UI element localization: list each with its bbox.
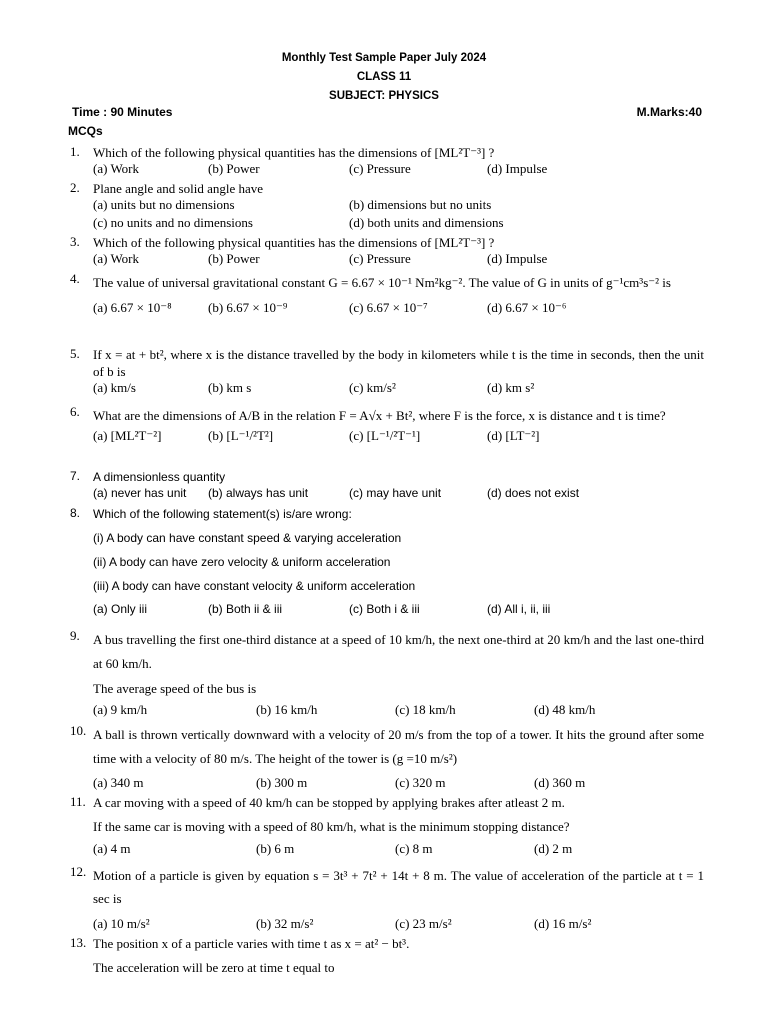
question-text: The position x of a particle varies with time t as x = at² − bt³. xyxy=(93,936,410,951)
options-row xyxy=(93,841,704,859)
options-row xyxy=(93,300,704,318)
option-c: (c) Pressure xyxy=(349,161,411,176)
question-number: 2. xyxy=(70,180,80,195)
question-text: Which of the following physical quantities has the dimensions of [ML²T⁻³] ? xyxy=(93,235,495,250)
statement-2: (ii) A body can have zero velocity & uniform acceleration xyxy=(93,555,391,569)
question-text: A ball is thrown vertically downward with a velocity of 20 m/s from the top of a tower. It hits the ground after some time with a velocity of 80 m/s. The height of the tower is (g =10 m/s²) xyxy=(93,727,704,766)
options-row xyxy=(93,251,704,269)
option-b: (b) 32 m/s² xyxy=(256,916,314,931)
option-b: (b) Power xyxy=(208,161,260,176)
options-row xyxy=(93,486,704,504)
option-a: (a) Work xyxy=(93,251,140,266)
question-number: 1. xyxy=(70,144,80,159)
question-1 xyxy=(70,144,704,179)
question-number: 6. xyxy=(70,404,80,419)
option-d: (d) 6.67 × 10⁻⁶ xyxy=(487,300,567,315)
option-d: (d) 360 m xyxy=(534,775,586,790)
option-a: (a) Only iii xyxy=(93,602,148,616)
option-d: (d) 16 m/s² xyxy=(534,916,592,931)
option-d: (d) [LT⁻²] xyxy=(487,428,540,443)
option-d: (d) All i, ii, iii xyxy=(487,602,551,616)
option-c: (c) 320 m xyxy=(395,775,446,790)
option-b: (b) 16 km/h xyxy=(256,702,318,717)
option-b: (b) Power xyxy=(208,251,260,266)
options-row xyxy=(93,602,704,620)
options-row xyxy=(93,215,704,233)
option-b: (b) always has unit xyxy=(208,486,309,500)
question-10 xyxy=(70,723,704,793)
option-a: (a) 6.67 × 10⁻⁸ xyxy=(93,300,172,315)
question-number: 8. xyxy=(70,506,81,520)
question-text: Plane angle and solid angle have xyxy=(93,181,264,196)
options-row xyxy=(93,775,704,793)
question-2 xyxy=(70,180,704,233)
option-d: (d) 48 km/h xyxy=(534,702,596,717)
option-a: (a) 10 m/s² xyxy=(93,916,150,931)
option-c: (c) 18 km/h xyxy=(395,702,456,717)
option-c: (c) Pressure xyxy=(349,251,411,266)
question-subtext: If the same car is moving with a speed of 80 km/h, what is the minimum stopping distance? xyxy=(93,819,570,834)
question-text: Motion of a particle is given by equation s = 3t³ + 7t² + 14t + 8 m. The value of acceleration of the particle at t = 1 sec is xyxy=(93,868,704,906)
question-text: Which of the following statement(s) is/are wrong: xyxy=(93,507,352,521)
question-text: A bus travelling the first one-third distance at a speed of 10 km/h, the next one-third at 20 km/h and the last one-third at 60 km/h. xyxy=(93,632,704,671)
question-5 xyxy=(70,346,704,398)
question-number: 4. xyxy=(70,271,80,286)
question-8 xyxy=(70,506,704,620)
option-c: (c) [L⁻¹/²T⁻¹] xyxy=(349,428,421,443)
option-b: (b) dimensions but no units xyxy=(349,197,492,212)
question-number: 13. xyxy=(70,935,87,950)
question-text: What are the dimensions of A/B in the relation F = A√x + Bt², where F is the force, x is distance and t is time? xyxy=(93,408,666,423)
question-7 xyxy=(70,469,704,504)
option-d: (d) 2 m xyxy=(534,841,573,856)
option-a: (a) 340 m xyxy=(93,775,144,790)
question-number: 3. xyxy=(70,234,80,249)
question-number: 9. xyxy=(70,628,80,643)
options-row xyxy=(93,197,704,215)
option-c: (c) may have unit xyxy=(349,486,442,500)
exam-meta xyxy=(72,105,702,119)
question-subtext: The average speed of the bus is xyxy=(93,681,257,696)
time-label: Time : 90 Minutes xyxy=(72,105,173,119)
question-6 xyxy=(70,404,704,446)
question-number: 11. xyxy=(70,794,86,809)
question-13 xyxy=(70,935,704,976)
options-row xyxy=(93,428,704,446)
option-a: (a) never has unit xyxy=(93,486,187,500)
option-c: (c) no units and no dimensions xyxy=(93,215,253,230)
subject-label: SUBJECT: PHYSICS xyxy=(329,90,439,102)
option-b: (b) [L⁻¹/²T²] xyxy=(208,428,274,443)
question-4 xyxy=(70,271,704,318)
options-row xyxy=(93,916,704,934)
paper-title: Monthly Test Sample Paper July 2024 xyxy=(281,52,487,64)
question-12 xyxy=(70,864,704,934)
question-number: 10. xyxy=(70,723,87,738)
statement-1: (i) A body can have constant speed & varying acceleration xyxy=(93,531,402,545)
option-a: (a) [ML²T⁻²] xyxy=(93,428,162,443)
options-row xyxy=(93,161,704,179)
question-9 xyxy=(70,628,704,720)
option-a: (a) Work xyxy=(93,161,140,176)
question-text: A car moving with a speed of 40 km/h can be stopped by applying brakes after atleast 2 m. xyxy=(93,795,565,810)
option-b: (b) 6 m xyxy=(256,841,295,856)
question-text: If x = at + bt², where x is the distance travelled by the body in kilometers while t is the time in seconds, then the unit of b is xyxy=(93,347,704,379)
question-number: 12. xyxy=(70,864,87,879)
option-b: (b) 6.67 × 10⁻⁹ xyxy=(208,300,288,315)
options-row xyxy=(93,702,704,720)
option-c: (c) 23 m/s² xyxy=(395,916,452,931)
question-text: A dimensionless quantity xyxy=(93,470,226,484)
option-c: (c) km/s² xyxy=(349,380,396,395)
option-c: (c) 6.67 × 10⁻⁷ xyxy=(349,300,428,315)
options-row xyxy=(93,380,704,398)
option-d: (d) km s² xyxy=(487,380,535,395)
question-3 xyxy=(70,234,704,269)
question-number: 5. xyxy=(70,346,80,361)
question-11 xyxy=(70,794,704,859)
option-b: (b) 300 m xyxy=(256,775,308,790)
question-subtext: The acceleration will be zero at time t equal to xyxy=(93,960,335,975)
option-a: (a) units but no dimensions xyxy=(93,197,235,212)
option-c: (c) Both i & iii xyxy=(349,602,420,616)
question-number: 7. xyxy=(70,469,81,483)
option-d: (d) both units and dimensions xyxy=(349,215,504,230)
option-c: (c) 8 m xyxy=(395,841,433,856)
option-a: (a) 4 m xyxy=(93,841,131,856)
option-d: (d) Impulse xyxy=(487,251,548,266)
max-marks-label: M.Marks:40 xyxy=(636,105,702,119)
option-a: (a) 9 km/h xyxy=(93,702,148,717)
question-text: Which of the following physical quantities has the dimensions of [ML²T⁻³] ? xyxy=(93,145,495,160)
option-b: (b) km s xyxy=(208,380,252,395)
question-text: The value of universal gravitational constant G = 6.67 × 10⁻¹ Nm²kg⁻². The value of G in units of g⁻¹cm³s⁻² is xyxy=(93,275,671,290)
paper-header xyxy=(0,49,768,106)
statement-3: (iii) A body can have constant velocity & uniform acceleration xyxy=(93,579,416,593)
section-heading: MCQs xyxy=(68,124,103,138)
class-label: CLASS 11 xyxy=(356,71,412,83)
option-d: (d) does not exist xyxy=(487,486,580,500)
option-b: (b) Both ii & iii xyxy=(208,602,283,616)
option-d: (d) Impulse xyxy=(487,161,548,176)
option-a: (a) km/s xyxy=(93,380,136,395)
